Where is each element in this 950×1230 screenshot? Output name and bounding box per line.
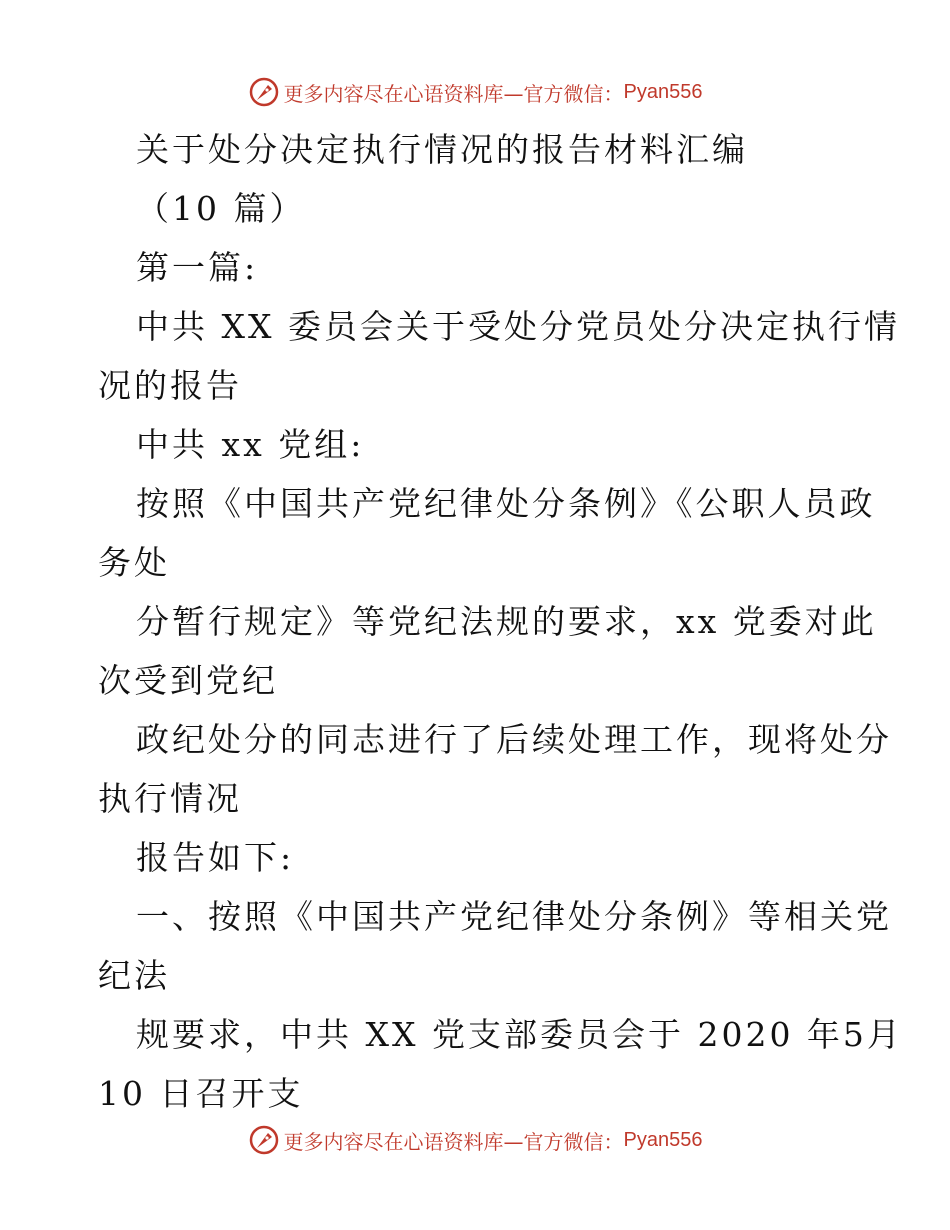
body-line: 次受到党纪 (98, 661, 278, 700)
report-title-line1: 中共 XX 委员会关于受处分党员处分决定执行情 (136, 307, 900, 346)
document-body (98, 120, 903, 1123)
body-line: 报告如下: (136, 838, 295, 877)
footer-watermark-text: 更多内容尽在心语资料库—官方微信： (283, 1129, 624, 1154)
doc-title: 关于处分决定执行情况的报告材料汇编 (136, 130, 748, 169)
body-line: 执行情况 (98, 779, 242, 818)
doc-subtitle: （10 篇） (136, 189, 306, 228)
body-line: 政纪处分的同志进行了后续处理工作，现将处分 (136, 720, 892, 759)
body-line: 分暂行规定》等党纪法规的要求，xx 党委对此 (136, 602, 877, 641)
body-line: 按照《中国共产党纪律处分条例》《公职人员政 (136, 484, 876, 523)
footer-watermark (0, 1120, 950, 1160)
body-line: 规要求，中共 XX 党支部委员会于 2020 年5月 (136, 1015, 903, 1054)
footer-watermark-id: Pyan556 (623, 1128, 703, 1151)
header-watermark-id: Pyan556 (623, 80, 703, 103)
report-title-line2: 况的报告 (98, 366, 242, 405)
header-watermark (0, 72, 950, 112)
body-line: 一、按照《中国共产党纪律处分条例》等相关党 (136, 897, 892, 936)
body-line: 纪法 (98, 956, 170, 995)
pen-nib-icon (248, 76, 280, 108)
recipient-line: 中共 xx 党组: (136, 425, 365, 464)
pen-nib-icon (248, 1124, 280, 1156)
body-line: 10 日召开支 (98, 1074, 304, 1113)
header-watermark-text: 更多内容尽在心语资料库—官方微信： (283, 81, 624, 106)
section-heading: 第一篇: (136, 248, 259, 287)
body-line: 务处 (98, 543, 170, 582)
